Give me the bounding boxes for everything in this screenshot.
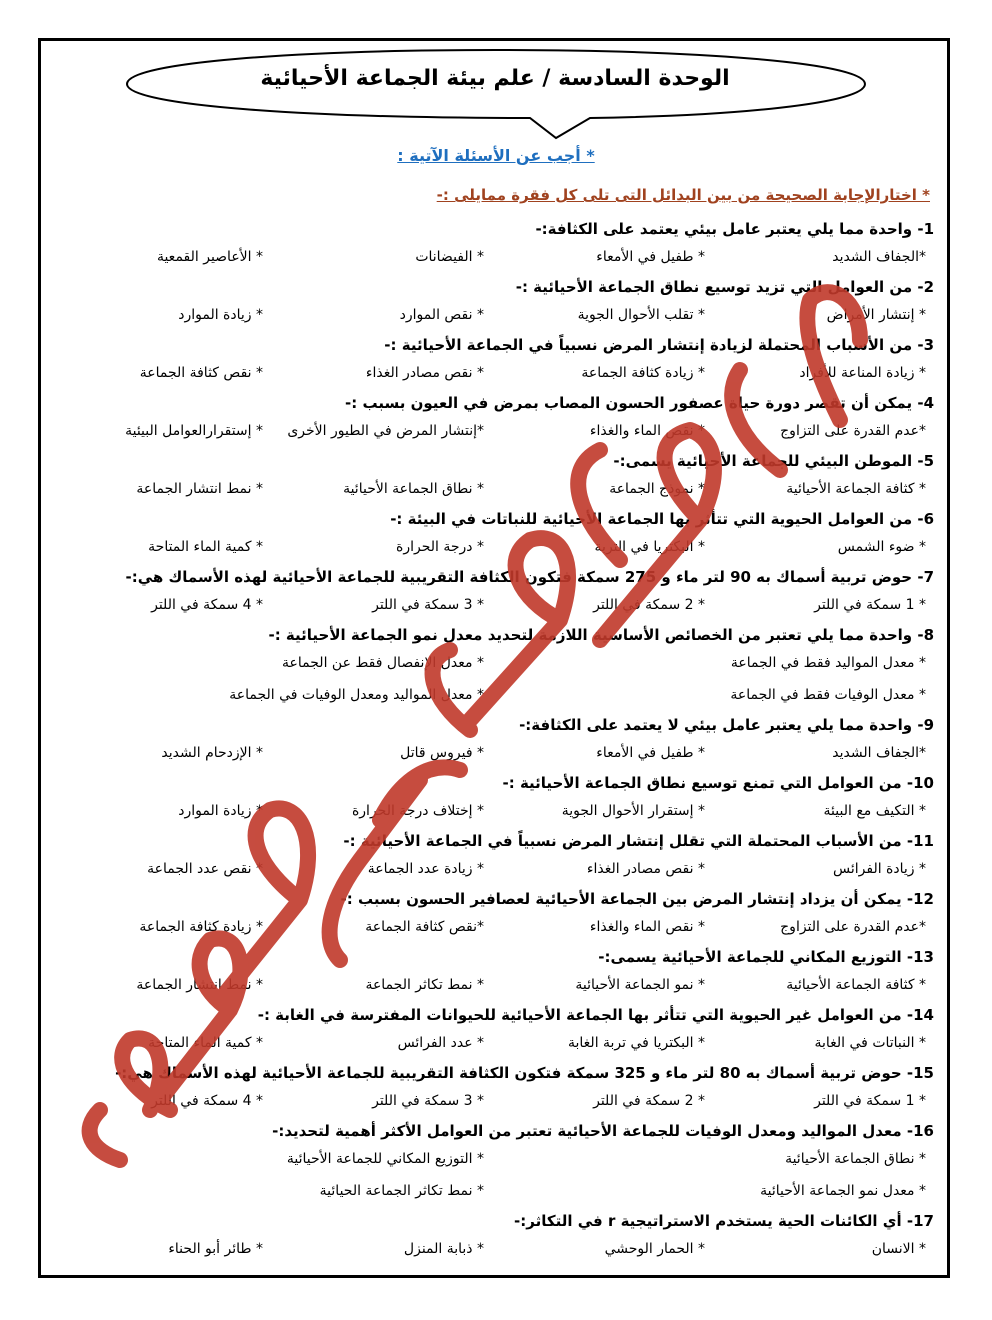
option: * إنتشار الأمراض [826,307,926,323]
options-row [50,854,934,886]
options-row [50,912,934,944]
option: * كثافة الجماعة الأحيائية [786,481,926,497]
option: *عدم القدرة على التزاوج [780,919,926,935]
option: * كمية الماء المتاحة [148,539,263,555]
question-10: 10- من العوامل التي تمنع توسيع نطاق الجماعة الأحيائية :- [502,774,934,792]
options-row [50,242,934,274]
title-banner [120,48,872,140]
option: * زيادة الموارد [178,803,263,819]
option: * زيادة عدد الجماعة [367,861,484,877]
question-15: 15- حوض تربية أسماك به 80 لتر ماء و 325 سمكة فتكون الكثافة التقريبية للجماعة الأحيائية لهذه الأسماك هي:- [115,1064,934,1082]
option: * إستقرار الأحوال الجوية [561,803,705,819]
option: * معدل المواليد ومعدل الوفيات في الجماعة [229,687,484,703]
option: * زيادة المناعة للأفراد [799,365,926,381]
question-4: 4- يمكن أن تقصر دورة حياة عصفور الحسون المصاب بمرض في العيون بسبب :- [345,394,934,412]
option: * التكيف مع البيئة [823,803,926,819]
question-7: 7- حوض تربية أسماك به 90 لتر ماء و 275 سمكة فتكون الكثافة التقريبية للجماعة الأحيائية لهذه الأسماك هي:- [125,568,934,586]
option: * 2 سمكة في اللتر [593,1093,705,1109]
option: * النباتات في الغابة [814,1035,926,1051]
option: * 3 سمكة في اللتر [372,1093,484,1109]
option: * البكتريا في التربة [594,539,705,555]
option: * معدل الإنفصال فقط عن الجماعة [282,655,484,671]
option: * نمط تكاثر الجماعة [365,977,484,993]
question-12: 12- يمكن أن يزداد إنتشار المرض بين الجماعة الأحيائية لعصافير الحسون بسبب :- [340,890,934,908]
options-row [50,738,934,770]
option: * نطاق الجماعة الأحيائية [785,1151,926,1167]
question-17: 17- أي الكائنات الحية يستخدم الاستراتيجية r في التكاثر:- [514,1212,934,1230]
option: * 1 سمكة في اللتر [814,1093,926,1109]
option: * طائر أبو الحناء [168,1241,263,1257]
question-16: 16- معدل المواليد ومعدل الوفيات للجماعة الأحيائية تعتبر من العوامل الأكثر أهمية لتحديد:- [272,1122,934,1140]
question-13: 13- التوزيع المكاني للجماعة الأحيائية يسمى:- [598,948,934,966]
option: * طفيل في الأمعاء [596,745,705,761]
option: * زيادة الفرائس [833,861,926,877]
option: * درجة الحرارة [396,539,484,555]
option: * زيادة كثافة الجماعة [581,365,705,381]
options-row [50,358,934,390]
option: * معدل الوفيات فقط في الجماعة [730,687,926,703]
question-9: 9- واحدة مما يلي يعتبر عامل بيئي لا يعتمد على الكثافة:- [519,716,934,734]
options-row [50,1176,934,1208]
option: * نموذج الجماعة [609,481,705,497]
option: * معدل المواليد فقط في الجماعة [730,655,926,671]
option: * ذبابة المنزل [403,1241,484,1257]
option: * نمو الجماعة الأحيائية [575,977,705,993]
option: * نقص الماء والغذاء [589,423,705,439]
option: * ضوء الشمس [837,539,926,555]
options-row [50,532,934,564]
option: * الحمار الوحشي [604,1241,705,1257]
option: * نقص كثافة الجماعة [139,365,263,381]
option: * نمط انتشار الجماعة [136,481,263,497]
options-row [50,1234,934,1266]
options-row [50,1144,934,1176]
option: * إختلاف درجة الحرارة [351,803,484,819]
options-row [50,416,934,448]
options-row [50,648,934,680]
option: * عدد الفرائس [397,1035,484,1051]
option: * الإزدحام الشديد [161,745,263,761]
option: * نقص عدد الجماعة [147,861,263,877]
option: * نقص الموارد [399,307,484,323]
option: * الأعاصير القمعية [156,249,263,265]
option: * 2 سمكة في اللتر [593,597,705,613]
options-row [50,590,934,622]
option: * نقص مصادر الغذاء [586,861,705,877]
option: * كثافة الجماعة الأحيائية [786,977,926,993]
option: * 1 سمكة في اللتر [814,597,926,613]
option: *نقص كثافة الجماعة [365,919,484,935]
options-row [50,1028,934,1060]
sub-instruction: * اختارالإجابة الصحيحة من بين البدائل التى تلى كل فقرة ممايلى :- [436,186,930,204]
options-row [50,1086,934,1118]
option: * الانسان [871,1241,926,1257]
option: * نقص الماء والغذاء [589,919,705,935]
option: *إنتشار المرض في الطيور الأخرى [287,423,484,439]
options-row [50,680,934,712]
option: * 4 سمكة في اللتر [151,597,263,613]
question-11: 11- من الأسباب المحتملة التي تقلل إنتشار المرض نسبياً في الجماعة الأحيائية :- [343,832,934,850]
page-title: الوحدة السادسة / علم بيئة الجماعة الأحيائية [260,66,730,91]
option: * التوزيع المكاني للجماعة الأحيائية [286,1151,484,1167]
option: * زيادة كثافة الجماعة [139,919,263,935]
option: * نطاق الجماعة الأحيائية [343,481,484,497]
question-5: 5- الموطن البيئي للجماعة الأحيائية يسمى:- [613,452,934,470]
option: * 4 سمكة في اللتر [151,1093,263,1109]
question-3: 3- من الأسباب المحتملة لزيادة إنتشار المرض نسبياً في الجماعة الأحيائية :- [384,336,934,354]
option: *الجفاف الشديد [832,249,926,265]
question-6: 6- من العوامل الحيوية التي تتأثر بها الجماعة الأحيائية للنباتات في البيئة :- [390,510,934,528]
option: * فيروس قاتل [400,745,484,761]
option: *عدم القدرة على التزاوج [780,423,926,439]
question-8: 8- واحدة مما يلي تعتبر من الخصائص الأساسية اللازمة لتحديد معدل نمو الجماعة الأحيائية :- [268,626,934,644]
option: * زيادة الموارد [178,307,263,323]
question-2: 2- من العوامل التي تزيد توسيع نطاق الجماعة الأحيائية :- [515,278,934,296]
option: * إستقرارالعوامل البيئية [125,423,263,439]
option: * نمط انتشار الجماعة [136,977,263,993]
instruction: * أجب عن الأسئلة الآتية : [397,146,595,165]
option: * نمط تكاثر الجماعة الحيائية [319,1183,484,1199]
option: * نقص مصادر الغذاء [365,365,484,381]
option: * البكتريا في تربة الغابة [568,1035,705,1051]
options-row [50,796,934,828]
option: * كمية الماء المتاحة [148,1035,263,1051]
options-row [50,300,934,332]
questions-list [50,216,934,1266]
option: * معدل نمو الجماعة الأحيائية [760,1183,926,1199]
option: * طفيل في الأمعاء [596,249,705,265]
options-row [50,970,934,1002]
question-14: 14- من العوامل غير الحيوية التي تتأثر بها الجماعة الأحيائية للحيوانات المفترسة في الغابة :- [257,1006,934,1024]
option: * تقلب الأحوال الجوية [577,307,705,323]
question-1: 1- واحدة مما يلي يعتبر عامل بيئي يعتمد على الكثافة:- [535,220,934,238]
option: * الفيضانات [415,249,484,265]
option: *الجفاف الشديد [832,745,926,761]
option: * 3 سمكة في اللتر [372,597,484,613]
options-row [50,474,934,506]
